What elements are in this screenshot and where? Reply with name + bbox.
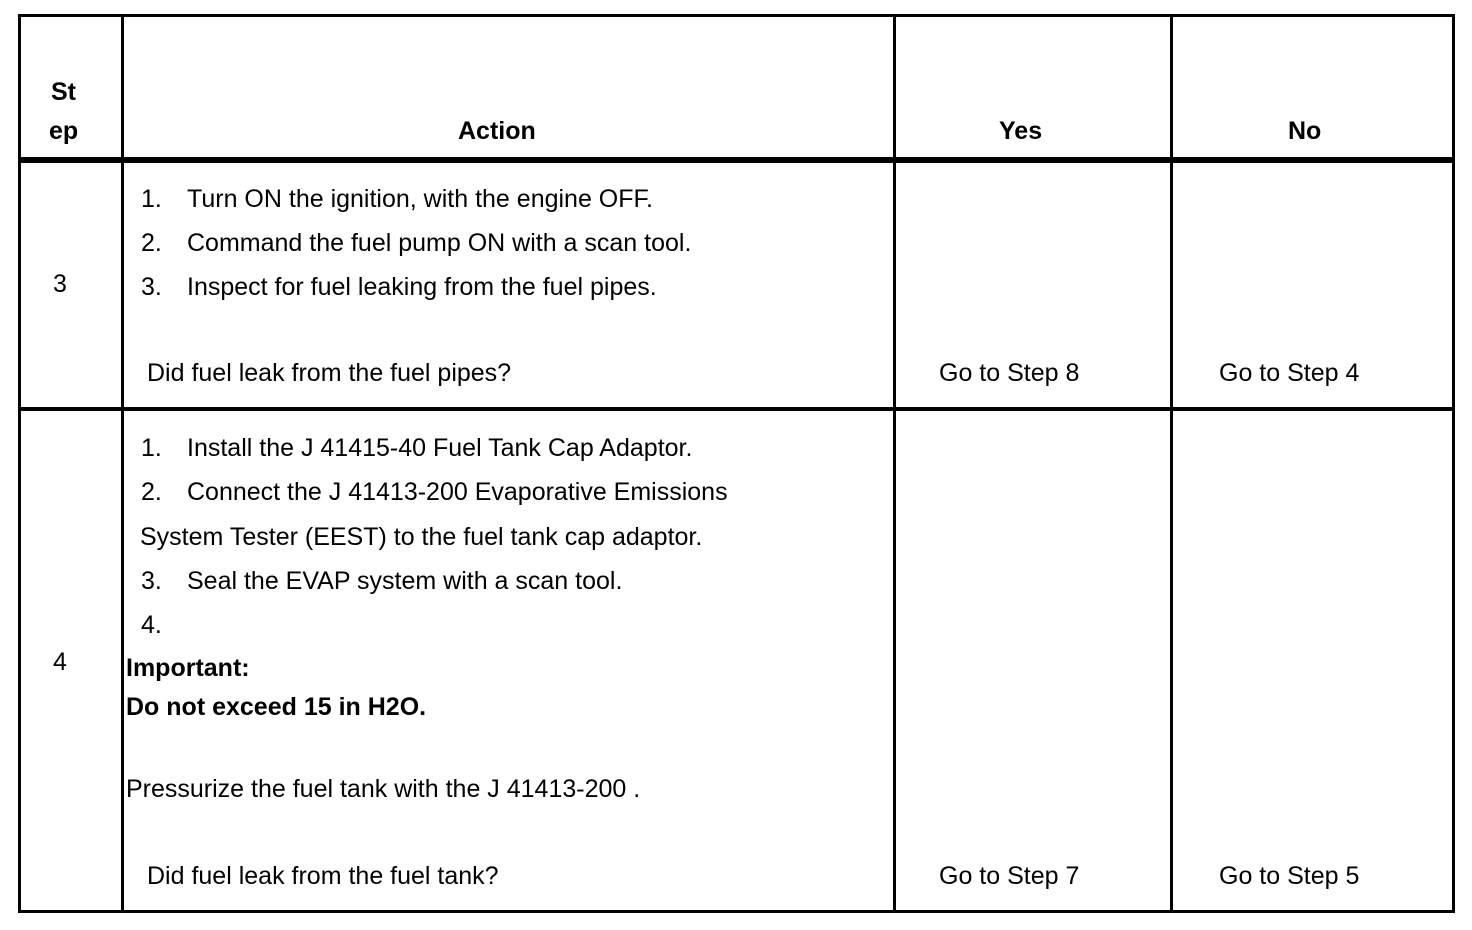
list-item <box>141 610 187 640</box>
diagnostic-table <box>18 14 1455 913</box>
yes-cell: Go to Step 7 <box>939 862 1080 890</box>
column-divider-action <box>893 17 896 910</box>
pressurize-instruction: Pressurize the fuel tank with the J 41413-200 . <box>126 775 641 803</box>
header-row-divider <box>21 157 1452 163</box>
list-item-text: Connect the J 41413-200 Evaporative Emissions <box>187 478 728 506</box>
list-item-number: 2. <box>141 478 162 506</box>
list-item <box>141 566 622 596</box>
list-item-continuation: System Tester (EEST) to the fuel tank cap adaptor. <box>140 523 703 551</box>
list-item-number: 4. <box>141 611 162 639</box>
no-cell: Go to Step 5 <box>1219 862 1360 890</box>
list-item-text: Command the fuel pump ON with a scan tool. <box>187 229 692 257</box>
header-action: Action <box>458 117 536 145</box>
list-item-text: Inspect for fuel leaking from the fuel pipes. <box>187 273 657 301</box>
important-label: Important: <box>126 654 250 682</box>
list-item-number: 3. <box>141 567 162 595</box>
list-item <box>141 228 691 258</box>
question-text: Did fuel leak from the fuel tank? <box>147 862 499 890</box>
step-number: 3 <box>53 270 67 298</box>
header-step-line1: St <box>51 78 76 106</box>
list-item-number: 2. <box>141 229 162 257</box>
question-text: Did fuel leak from the fuel pipes? <box>147 359 512 387</box>
header-yes: Yes <box>999 117 1043 145</box>
column-divider-yes <box>1170 17 1173 910</box>
list-item <box>141 477 728 507</box>
list-item <box>141 184 653 214</box>
column-divider-step <box>121 17 124 910</box>
list-item-number: 1. <box>141 185 162 213</box>
yes-cell: Go to Step 8 <box>939 359 1080 387</box>
list-item <box>141 433 692 463</box>
header-step-line2: ep <box>49 117 79 145</box>
row-divider <box>21 407 1452 411</box>
important-text: Do not exceed 15 in H2O. <box>126 693 427 721</box>
list-item-number: 1. <box>141 434 162 462</box>
list-item-text: Turn ON the ignition, with the engine OFF. <box>187 185 653 213</box>
step-number: 4 <box>53 648 67 676</box>
header-no: No <box>1288 117 1322 145</box>
list-item-text: Install the J 41415-40 Fuel Tank Cap Adaptor. <box>187 434 693 462</box>
list-item <box>141 272 657 302</box>
no-cell: Go to Step 4 <box>1219 359 1360 387</box>
list-item-text: Seal the EVAP system with a scan tool. <box>187 567 623 595</box>
list-item-number: 3. <box>141 273 162 301</box>
